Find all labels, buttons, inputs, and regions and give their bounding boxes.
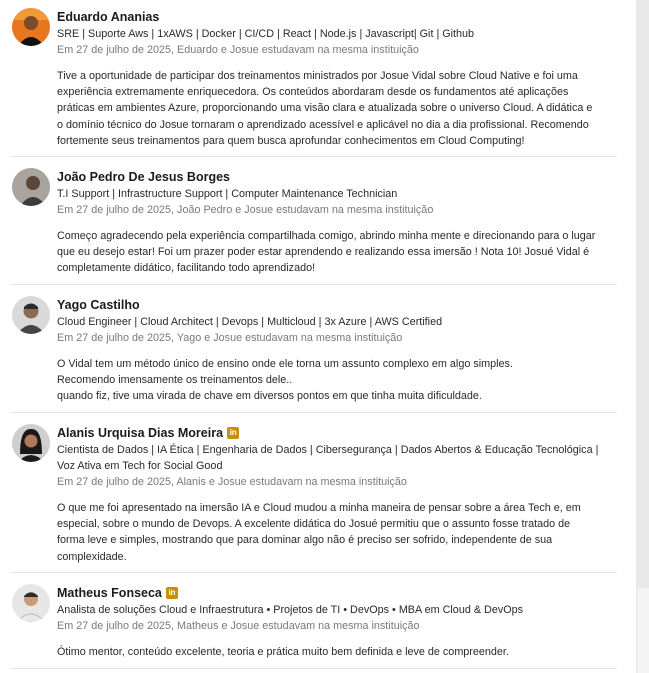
recommendation-text: Ótimo mentor, conteúdo excelente, teoria e prática muito bem definida e leve de compreender. — [57, 646, 509, 658]
divider — [12, 284, 617, 285]
recommendation-text: O que me foi apresentado na imersão IA e Cloud mudou a minha maneira de pensar sobre a área Tech e, em especial, sobre o mundo de Devops. A excelente didática do Josué permitiu que o assunto fosse tratado de forma leve e simples, mostrando que para dominar algo não é preciso ser sofrido, independente de sua complexidade. — [57, 502, 581, 563]
linkedin-premium-icon: in — [227, 427, 239, 439]
person-headline: SRE | Suporte Aws | 1xAWS | Docker | CI/CD | React | Node.js | Javascript| Git | Github — [57, 28, 475, 40]
divider — [12, 156, 617, 157]
relationship-meta: Em 27 de julho de 2025, Eduardo e Josue estudavam na mesma instituição — [57, 44, 419, 56]
avatar[interactable] — [12, 584, 50, 622]
person-headline: Analista de soluções Cloud e Infraestrutura • Projetos de TI • DevOps • MBA em Cloud & DevOps — [57, 604, 524, 616]
person-name[interactable]: Eduardo Ananias — [57, 10, 160, 24]
person-name[interactable]: João Pedro De Jesus Borges — [57, 170, 230, 184]
scrollbar-thumb[interactable] — [637, 0, 649, 588]
avatar[interactable] — [12, 168, 50, 206]
relationship-meta: Em 27 de julho de 2025, Yago e Josue estudavam na mesma instituição — [57, 332, 403, 344]
divider — [12, 572, 617, 573]
person-headline: Cientista de Dados | IA Ética | Engenharia de Dados | Cibersegurança | Dados Abertos & Educação Tecnológica | Voz Ativa em Tech for Social Good — [57, 444, 599, 472]
divider — [12, 412, 617, 413]
scrollbar[interactable] — [636, 0, 649, 673]
person-headline: T.I Support | Infrastructure Support | Computer Maintenance Technician — [57, 188, 398, 200]
person-name[interactable]: Yago Castilho — [57, 298, 140, 312]
recommendation-text: O Vidal tem um método único de ensino onde ele torna um assunto complexo em algo simples. Recomendo imensamente os treinamentos dele.. quando fiz, tive uma virada de chave em diversos pontos em que tinha muita dificuldade. — [57, 358, 513, 403]
relationship-meta: Em 27 de julho de 2025, João Pedro e Josue estudavam na mesma instituição — [57, 204, 434, 216]
relationship-meta: Em 27 de julho de 2025, Matheus e Josue estudavam na mesma instituição — [57, 620, 420, 632]
person-headline: Cloud Engineer | Cloud Architect | Devops | Multicloud | 3x Azure | AWS Certified — [57, 316, 443, 328]
linkedin-premium-icon: in — [166, 587, 178, 599]
person-name[interactable]: Matheus Fonseca — [57, 586, 162, 600]
relationship-meta: Em 27 de julho de 2025, Alanis e Josue estudavam na mesma instituição — [57, 476, 407, 488]
avatar[interactable] — [12, 296, 50, 334]
divider — [12, 668, 617, 669]
person-name[interactable]: Alanis Urquisa Dias Moreira — [57, 426, 224, 440]
avatar[interactable] — [12, 8, 50, 46]
recommendation-text: Tive a oportunidade de participar dos treinamentos ministrados por Josue Vidal sobre Cloud Native e foi uma experiência extremamente enriquecedora. Os conteúdos abordaram desde os fundamentos até aplicações práticas em ambientes Azure, proporcionando uma visão clara e atualizada sobre o universo Cloud. A didática e o domínio técnico do Josue tornaram o aprendizado acessível e aplicável no dia a dia profissional. Recomendo fortemente seus treinamentos para quem busca aprofundar conhecimentos em Cloud Computing! — [57, 70, 593, 147]
recommendation-text: Começo agradecendo pela experiência compartilhada comigo, abrindo minha mente e direcionando para o lugar que eu desejo estar! Foi um prazer poder estar aprendendo e realizando essa imersão ! Nota 10! Josué Vidal é completamente didático, facilitando todo aprendizado! — [57, 230, 596, 275]
avatar[interactable] — [12, 424, 50, 462]
